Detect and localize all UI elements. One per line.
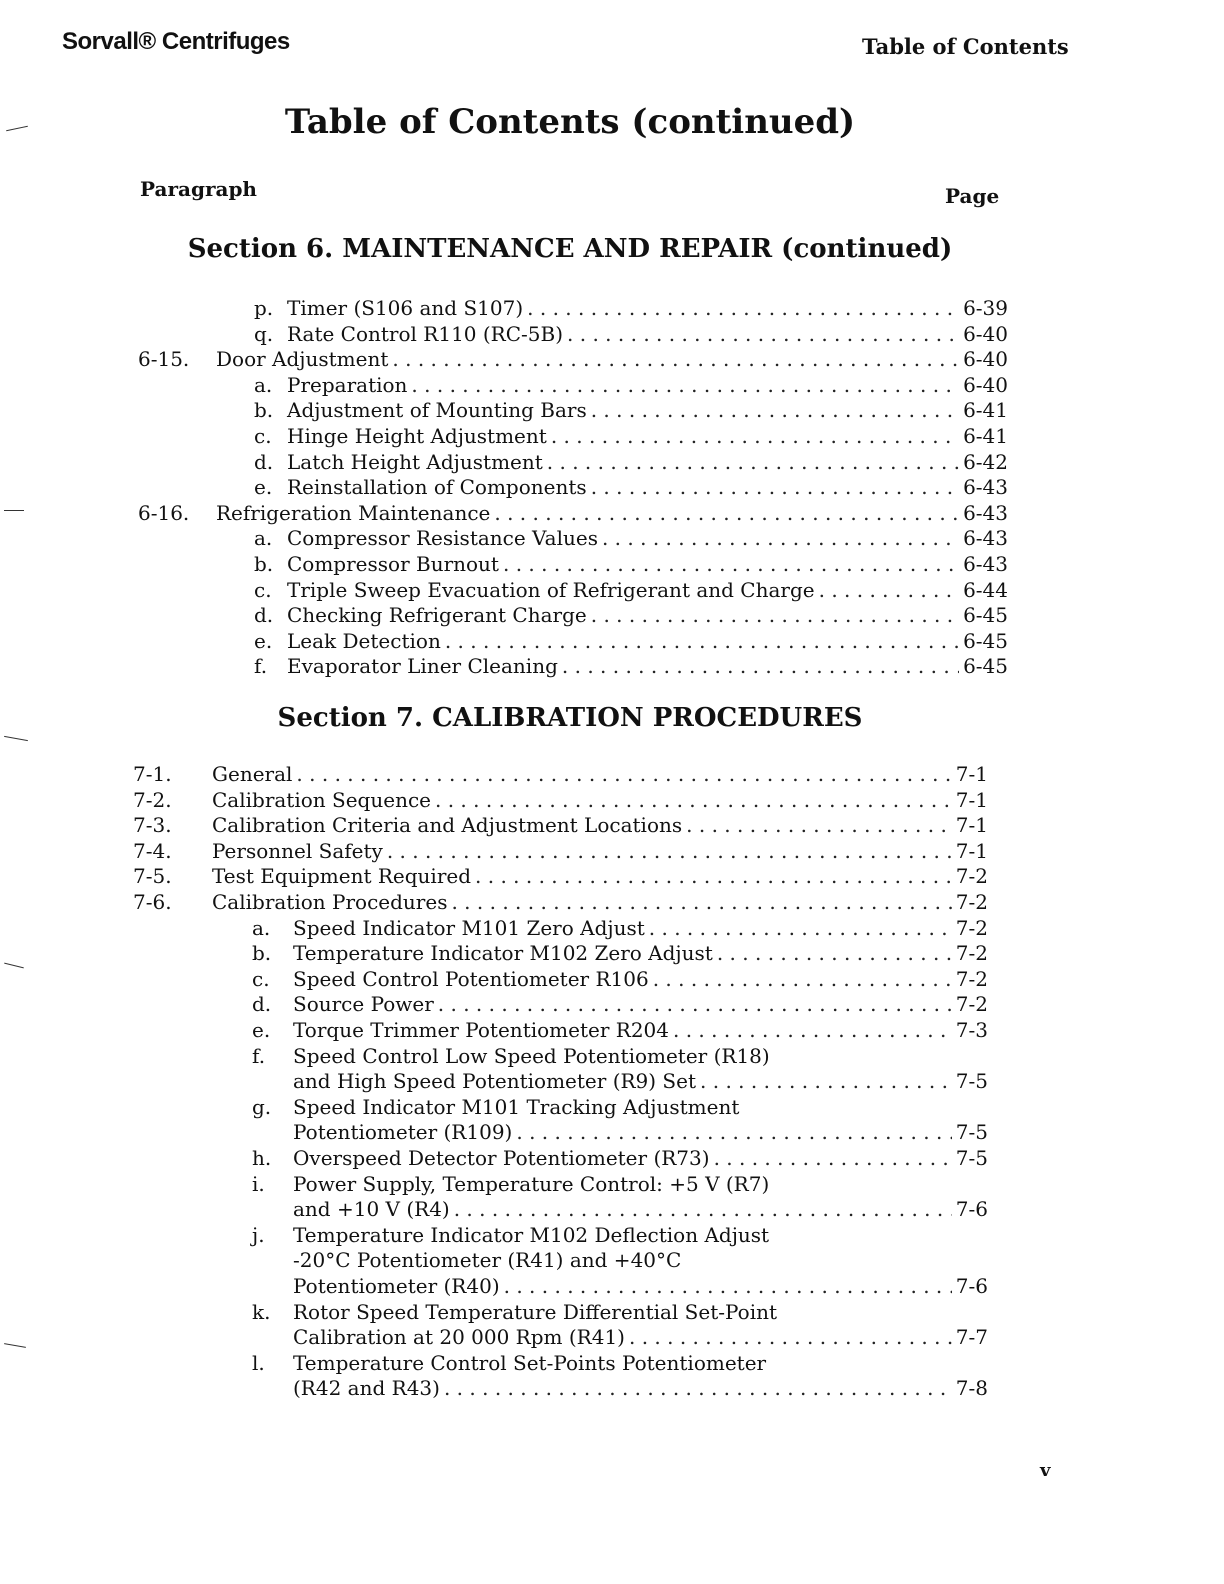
toc-entry-title: Speed Indicator M101 Zero Adjust — [293, 915, 645, 940]
toc-entry-title: Speed Control Potentiometer R106 — [293, 966, 649, 991]
dot-leader — [819, 578, 959, 603]
dot-leader — [591, 603, 959, 628]
dot-leader — [296, 762, 951, 787]
toc-entry-title: Leak Detection — [287, 628, 441, 653]
toc-entry-title: Potentiometer (R40) — [293, 1274, 500, 1298]
toc-entry-page: 6-40 — [963, 321, 1008, 346]
dot-leader — [629, 1325, 952, 1350]
toc-entry[interactable] — [133, 838, 988, 864]
toc-entry-page: 7-6 — [955, 1197, 988, 1222]
toc-entry-title: and High Speed Potentiometer (R9) Set — [293, 1069, 697, 1094]
toc-entry[interactable] — [252, 941, 988, 966]
toc-entry[interactable] — [254, 296, 1008, 321]
toc-entry-title-line: Temperature Indicator M102 Deflection Adjust — [293, 1222, 770, 1247]
section-6-heading: Section 6. MAINTENANCE AND REPAIR (continued) — [187, 234, 953, 264]
toc-entry-title: Rate Control R110 (RC-5B) — [287, 321, 564, 346]
toc-entry[interactable] — [133, 762, 988, 787]
page-number: v — [1040, 1460, 1051, 1481]
toc-entry-page: 7-5 — [955, 1120, 988, 1145]
toc-entry[interactable] — [293, 1376, 988, 1401]
toc-entry-page: 6-40 — [963, 347, 1008, 372]
paragraph-column-heading: Paragraph — [140, 177, 257, 201]
dot-leader — [435, 788, 952, 813]
toc-entry-title: General — [212, 762, 293, 786]
dot-leader — [551, 424, 959, 449]
toc-entry-number: 6-15. — [138, 347, 190, 372]
toc-entry-page: 6-40 — [963, 372, 1008, 397]
toc-entry-page: 7-7 — [955, 1325, 988, 1350]
dot-leader — [602, 526, 959, 551]
scan-mark — [4, 736, 28, 741]
toc-entry-title-line: Rotor Speed Temperature Differential Set-Point — [293, 1299, 778, 1324]
toc-entry-number: p. — [254, 296, 274, 320]
page-column-heading: Page — [945, 184, 1000, 208]
toc-entry-number: c. — [254, 577, 272, 602]
toc-entry-number: d. — [254, 603, 274, 628]
dot-leader — [516, 1120, 951, 1145]
toc-entry-title: Latch Height Adjustment — [287, 449, 543, 474]
dot-leader — [591, 398, 959, 423]
section-7-heading: Section 7. CALIBRATION PROCEDURES — [277, 703, 863, 733]
toc-entry-page: 6-42 — [963, 449, 1008, 474]
toc-entry[interactable] — [254, 577, 1008, 603]
toc-entry[interactable] — [133, 864, 988, 889]
toc-entry-page: 7-5 — [955, 1146, 988, 1170]
page-title: Table of Contents (continued) — [284, 102, 856, 142]
toc-entry-number: 7-3. — [133, 813, 172, 838]
toc-entry[interactable] — [133, 787, 988, 813]
toc-entry[interactable] — [252, 966, 988, 992]
toc-entry-number: l. — [252, 1350, 265, 1375]
toc-entry-title: Calibration Sequence — [212, 787, 431, 812]
toc-entry-number: q. — [254, 321, 274, 346]
toc-entry-number: a. — [254, 372, 273, 397]
toc-entry-number: b. — [254, 552, 274, 576]
dot-leader — [649, 916, 952, 941]
toc-entry-page: 7-2 — [955, 992, 988, 1017]
toc-entry-title: Compressor Burnout — [287, 552, 499, 576]
toc-entry-page: 7-3 — [955, 1018, 988, 1042]
dot-leader — [567, 322, 959, 347]
dot-leader — [475, 864, 952, 889]
toc-entry-page: 7-1 — [955, 838, 988, 863]
toc-entry-number: b. — [254, 398, 274, 423]
toc-entry-number: g. — [252, 1094, 272, 1119]
toc-entry[interactable] — [252, 1146, 988, 1171]
toc-entry-page: 6-39 — [963, 296, 1008, 320]
toc-entry-number: a. — [254, 526, 273, 551]
running-header-left: Sorvall® Centrifuges — [62, 28, 290, 55]
dot-leader — [411, 373, 959, 398]
toc-entry-title: Evaporator Liner Cleaning — [287, 654, 558, 679]
toc-entry-number: d. — [252, 992, 272, 1017]
toc-entry-title-line: Power Supply, Temperature Control: +5 V (R7) — [293, 1171, 770, 1196]
toc-entry-title: Calibration at 20 000 Rpm (R41) — [293, 1325, 625, 1350]
toc-entry-page: 7-2 — [955, 966, 988, 991]
toc-entry[interactable] — [254, 424, 1008, 449]
toc-entry[interactable] — [252, 992, 988, 1017]
toc-entry-title: (R42 and R43) — [293, 1376, 440, 1401]
toc-entry-number: e. — [254, 475, 273, 500]
toc-entry-title: Triple Sweep Evacuation of Refrigerant and Charge — [287, 577, 815, 602]
toc-entry-page: 6-45 — [963, 603, 1008, 628]
toc-entry-page: 7-6 — [955, 1274, 988, 1298]
toc-entry-number: e. — [254, 628, 273, 653]
dot-leader — [527, 296, 959, 321]
toc-entry[interactable] — [293, 1274, 988, 1299]
toc-entry-page: 6-45 — [963, 654, 1008, 679]
scan-mark — [4, 510, 24, 511]
dot-leader — [591, 475, 959, 500]
toc-entry[interactable] — [133, 813, 988, 838]
scan-mark — [4, 1343, 26, 1348]
toc-entry-title: Test Equipment Required — [212, 864, 472, 889]
dot-leader — [717, 941, 952, 966]
toc-entry-page: 6-43 — [963, 500, 1008, 525]
toc-entry-title: Potentiometer (R109) — [293, 1120, 513, 1145]
toc-entry-title-line: Speed Indicator M101 Tracking Adjustment — [293, 1094, 740, 1119]
toc-entry-number: a. — [252, 915, 271, 940]
toc-entry-page: 7-8 — [955, 1376, 988, 1401]
toc-entry[interactable] — [293, 1069, 988, 1094]
toc-entry-number: 7-6. — [133, 890, 172, 914]
toc-entry[interactable] — [138, 347, 1008, 372]
toc-entry[interactable] — [254, 654, 1008, 679]
dot-leader — [454, 1197, 952, 1222]
toc-entry-page: 6-45 — [963, 628, 1008, 653]
toc-entry-number: k. — [252, 1299, 271, 1324]
toc-entry-number: 7-5. — [133, 864, 172, 889]
toc-entry-number: d. — [254, 449, 274, 474]
toc-entry-title: Hinge Height Adjustment — [287, 424, 547, 448]
toc-entry[interactable] — [254, 475, 1008, 500]
toc-entry[interactable] — [293, 1120, 988, 1145]
dot-leader — [444, 1376, 952, 1401]
toc-entry-number: i. — [252, 1171, 265, 1196]
toc-entry-number: 7-4. — [133, 838, 172, 863]
dot-leader — [451, 890, 951, 915]
dot-leader — [445, 629, 959, 654]
toc-entry[interactable] — [254, 398, 1008, 423]
toc-entry[interactable] — [254, 321, 1008, 347]
toc-entry-title-line: -20°C Potentiometer (R41) and +40°C — [293, 1248, 682, 1273]
dot-leader — [504, 1274, 952, 1299]
toc-entry-title-line: Temperature Control Set-Points Potentiometer — [293, 1350, 767, 1375]
toc-entry-number: b. — [252, 941, 272, 966]
toc-entry-page: 7-5 — [955, 1069, 988, 1094]
dot-leader — [392, 347, 959, 372]
dot-leader — [387, 839, 952, 864]
toc-entry-number: 7-2. — [133, 787, 172, 812]
toc-entry-page: 7-2 — [955, 941, 988, 966]
toc-entry-title: Door Adjustment — [216, 347, 389, 372]
toc-entry[interactable] — [252, 915, 988, 941]
toc-entry[interactable] — [293, 1325, 988, 1350]
toc-entry-page: 6-43 — [963, 475, 1008, 500]
toc-entry[interactable] — [254, 628, 1008, 654]
toc-entry[interactable] — [138, 500, 1008, 526]
toc-entry-title: Compressor Resistance Values — [287, 526, 598, 551]
toc-entry-number: h. — [252, 1146, 272, 1170]
toc-entry[interactable] — [293, 1197, 988, 1222]
toc-entry-page: 7-1 — [955, 762, 988, 786]
toc-entry-page: 6-41 — [963, 424, 1008, 448]
toc-entry[interactable] — [254, 372, 1008, 398]
toc-entry-page: 7-1 — [955, 787, 988, 812]
toc-entry-title: Timer (S106 and S107) — [287, 296, 524, 320]
dot-leader — [653, 967, 952, 992]
toc-entry-number: j. — [252, 1222, 265, 1247]
dot-leader — [686, 813, 952, 838]
toc-entry-title: and +10 V (R4) — [293, 1197, 450, 1222]
toc-entry-number: f. — [252, 1043, 266, 1068]
toc-entry[interactable] — [252, 1018, 988, 1043]
toc-entry-title: Calibration Criteria and Adjustment Locations — [212, 813, 683, 838]
toc-entry[interactable] — [254, 526, 1008, 551]
toc-entry[interactable] — [133, 890, 988, 915]
scan-mark — [4, 963, 24, 969]
toc-entry-title: Preparation — [287, 372, 408, 397]
toc-entry-page: 6-41 — [963, 398, 1008, 423]
toc-entry-title: Source Power — [293, 992, 434, 1017]
dot-leader — [700, 1069, 952, 1094]
toc-entry-title: Checking Refrigerant Charge — [287, 603, 587, 628]
dot-leader — [503, 552, 959, 577]
toc-entry-number: e. — [252, 1018, 271, 1042]
dot-leader — [547, 450, 959, 475]
toc-entry[interactable] — [254, 449, 1008, 475]
toc-entry[interactable] — [254, 552, 1008, 577]
dot-leader — [673, 1018, 952, 1043]
toc-entry-number: 7-1. — [133, 762, 172, 786]
toc-entry-title: Reinstallation of Components — [287, 475, 587, 500]
toc-entry-page: 7-2 — [955, 864, 988, 889]
dot-leader — [494, 501, 959, 526]
running-header-right: Table of Contents — [862, 34, 1069, 59]
toc-entry-title: Torque Trimmer Potentiometer R204 — [293, 1018, 669, 1042]
dot-leader — [562, 654, 959, 679]
toc-entry-number: 6-16. — [138, 500, 190, 525]
toc-entry-number: c. — [254, 424, 272, 448]
toc-entry-title: Overspeed Detector Potentiometer (R73) — [293, 1146, 710, 1170]
toc-entry-title: Adjustment of Mounting Bars — [287, 398, 587, 423]
toc-entry-title-line: Speed Control Low Speed Potentiometer (R18) — [293, 1043, 770, 1068]
toc-entry-page: 7-2 — [955, 890, 988, 914]
toc-entry-title: Calibration Procedures — [212, 890, 448, 914]
toc-entry-number: c. — [252, 966, 270, 991]
toc-entry-page: 6-44 — [963, 577, 1008, 602]
toc-entry-title: Personnel Safety — [212, 838, 383, 863]
toc-entry-page: 6-43 — [963, 552, 1008, 576]
toc-entry-page: 7-1 — [955, 813, 988, 838]
toc-entry-page: 7-2 — [955, 915, 988, 940]
dot-leader — [438, 992, 952, 1017]
toc-entry[interactable] — [254, 603, 1008, 628]
toc-entry-title: Refrigeration Maintenance — [216, 500, 491, 525]
dot-leader — [714, 1146, 952, 1171]
toc-entry-title: Temperature Indicator M102 Zero Adjust — [293, 941, 713, 966]
toc-entry-number: f. — [254, 654, 268, 679]
toc-entry-page: 6-43 — [963, 526, 1008, 551]
